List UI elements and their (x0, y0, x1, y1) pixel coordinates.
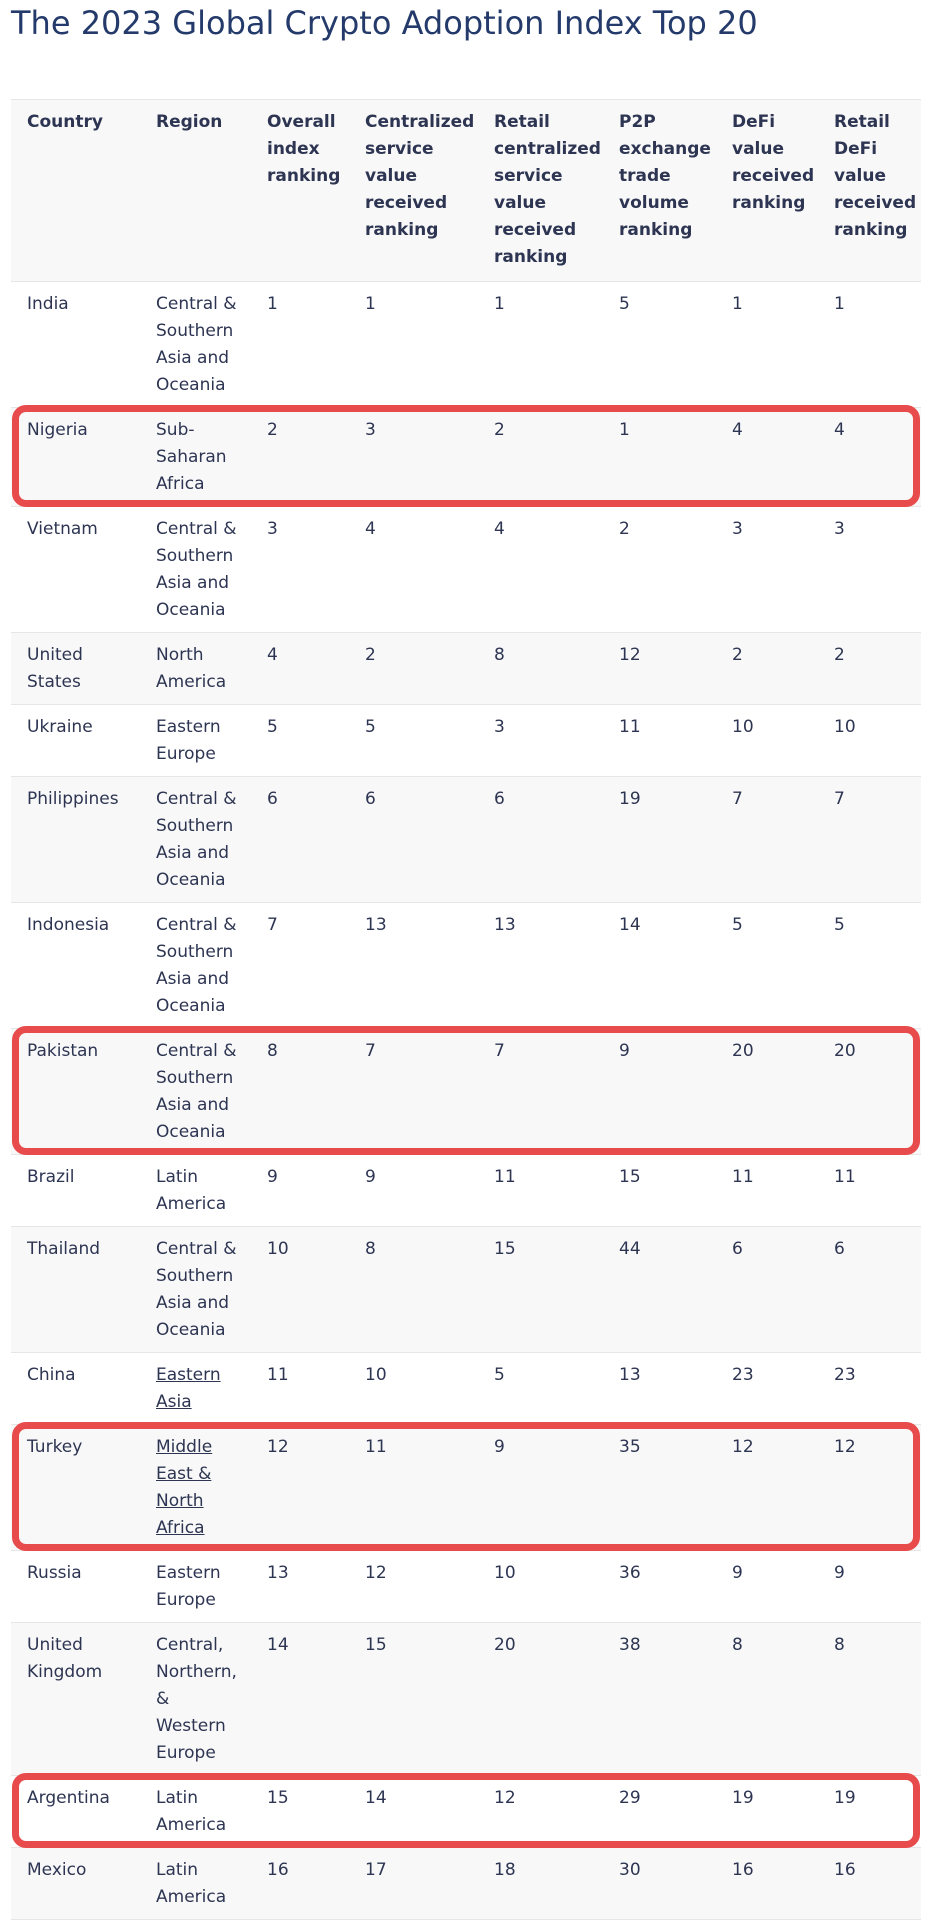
country-cell: Brazil (27, 1167, 75, 1187)
centralized-ranking-cell: 7 (365, 1041, 376, 1061)
defi-ranking-cell: 6 (732, 1239, 743, 1259)
p2p-ranking-cell: 5 (619, 294, 630, 314)
region-cell (140, 1353, 251, 1425)
centralized-ranking-cell: 3 (365, 420, 376, 440)
defi-ranking-cell: 19 (732, 1788, 754, 1808)
p2p-ranking-cell: 9 (619, 1041, 630, 1061)
defi-ranking-cell: 8 (732, 1635, 743, 1655)
centralized-ranking-cell: 14 (365, 1788, 387, 1808)
retail-defi-ranking-cell: 2 (834, 645, 845, 665)
column-header-overall-ranking: Overall index ranking (267, 112, 341, 186)
region-cell: Central & Southern Asia and Oceania (156, 915, 237, 1016)
retail-centralized-ranking-cell: 20 (494, 1635, 516, 1655)
column-header-country: Country (27, 112, 103, 132)
overall-ranking-cell: 16 (267, 1860, 289, 1880)
overall-ranking-cell: 8 (267, 1041, 278, 1061)
region-cell: Eastern Europe (156, 717, 221, 764)
country-cell: Philippines (27, 789, 119, 809)
defi-ranking-cell: 7 (732, 789, 743, 809)
defi-ranking-cell: 23 (732, 1365, 754, 1385)
adoption-index-table (11, 99, 921, 1920)
column-header-defi-ranking: DeFi value received ranking (732, 112, 815, 213)
p2p-ranking-cell: 11 (619, 717, 641, 737)
country-cell: United States (27, 645, 83, 692)
p2p-ranking-cell: 35 (619, 1437, 641, 1457)
country-cell: United Kingdom (27, 1635, 103, 1682)
p2p-ranking-cell: 19 (619, 789, 641, 809)
retail-centralized-ranking-cell: 10 (494, 1563, 516, 1583)
country-cell: Argentina (27, 1788, 110, 1808)
region-cell: Central, Northern, & Western Europe (156, 1635, 237, 1763)
centralized-ranking-cell: 4 (365, 519, 376, 539)
retail-centralized-ranking-cell: 5 (494, 1365, 505, 1385)
retail-defi-ranking-cell: 19 (834, 1788, 856, 1808)
retail-defi-ranking-cell: 3 (834, 519, 845, 539)
p2p-ranking-cell: 2 (619, 519, 630, 539)
defi-ranking-cell: 11 (732, 1167, 754, 1187)
defi-ranking-cell: 16 (732, 1860, 754, 1880)
retail-centralized-ranking-cell: 3 (494, 717, 505, 737)
defi-ranking-cell: 9 (732, 1563, 743, 1583)
centralized-ranking-cell: 9 (365, 1167, 376, 1187)
retail-defi-ranking-cell: 20 (834, 1041, 856, 1061)
retail-defi-ranking-cell: 10 (834, 717, 856, 737)
centralized-ranking-cell: 6 (365, 789, 376, 809)
table-row (11, 1155, 921, 1227)
table-body (11, 282, 921, 1920)
region-cell: Central & Southern Asia and Oceania (156, 294, 237, 395)
retail-centralized-ranking-cell: 6 (494, 789, 505, 809)
region-cell: Sub-Saharan Africa (156, 420, 227, 494)
overall-ranking-cell: 5 (267, 717, 278, 737)
p2p-ranking-cell: 14 (619, 915, 641, 935)
region-cell: Central & Southern Asia and Oceania (156, 789, 237, 890)
table-row (11, 1425, 921, 1551)
country-cell: China (27, 1365, 76, 1385)
overall-ranking-cell: 11 (267, 1365, 289, 1385)
page-title: The 2023 Global Crypto Adoption Index Top 20 (11, 4, 758, 42)
table-row (11, 705, 921, 777)
overall-ranking-cell: 7 (267, 915, 278, 935)
table-row (11, 1227, 921, 1353)
retail-defi-ranking-cell: 23 (834, 1365, 856, 1385)
centralized-ranking-cell: 11 (365, 1437, 387, 1457)
table-row (11, 777, 921, 903)
overall-ranking-cell: 15 (267, 1788, 289, 1808)
defi-ranking-cell: 20 (732, 1041, 754, 1061)
table-row (11, 1623, 921, 1776)
overall-ranking-cell: 6 (267, 789, 278, 809)
retail-centralized-ranking-cell: 13 (494, 915, 516, 935)
country-cell: India (27, 294, 69, 314)
centralized-ranking-cell: 12 (365, 1563, 387, 1583)
region-cell: Latin America (156, 1167, 227, 1214)
centralized-ranking-cell: 8 (365, 1239, 376, 1259)
column-header-p2p-ranking: P2P exchange trade volume ranking (619, 112, 711, 240)
centralized-ranking-cell: 5 (365, 717, 376, 737)
column-header-retail-centralized-ranking: Retail centralized service value received ranking (494, 112, 601, 267)
country-cell: Thailand (27, 1239, 101, 1259)
retail-centralized-ranking-cell: 11 (494, 1167, 516, 1187)
table-row (11, 282, 921, 408)
defi-ranking-cell: 4 (732, 420, 743, 440)
p2p-ranking-cell: 29 (619, 1788, 641, 1808)
region-link[interactable]: Middle East & North Africa (156, 1437, 213, 1538)
retail-centralized-ranking-cell: 15 (494, 1239, 516, 1259)
overall-ranking-cell: 2 (267, 420, 278, 440)
overall-ranking-cell: 14 (267, 1635, 289, 1655)
country-cell: Ukraine (27, 717, 93, 737)
p2p-ranking-cell: 13 (619, 1365, 641, 1385)
region-cell: Central & Southern Asia and Oceania (156, 519, 237, 620)
overall-ranking-cell: 1 (267, 294, 278, 314)
table-header (11, 100, 921, 282)
column-header-retail-defi-ranking: Retail DeFi value received ranking (834, 112, 917, 240)
overall-ranking-cell: 12 (267, 1437, 289, 1457)
table-row (11, 507, 921, 633)
table-row (11, 1776, 921, 1848)
defi-ranking-cell: 3 (732, 519, 743, 539)
region-link[interactable]: Eastern Asia (156, 1365, 221, 1412)
column-header-centralized-ranking: Centralized service value received ranking (365, 112, 475, 240)
retail-defi-ranking-cell: 9 (834, 1563, 845, 1583)
centralized-ranking-cell: 10 (365, 1365, 387, 1385)
overall-ranking-cell: 3 (267, 519, 278, 539)
retail-defi-ranking-cell: 16 (834, 1860, 856, 1880)
retail-defi-ranking-cell: 8 (834, 1635, 845, 1655)
p2p-ranking-cell: 1 (619, 420, 630, 440)
centralized-ranking-cell: 1 (365, 294, 376, 314)
centralized-ranking-cell: 17 (365, 1860, 387, 1880)
retail-centralized-ranking-cell: 12 (494, 1788, 516, 1808)
region-cell: North America (156, 645, 227, 692)
country-cell: Turkey (27, 1437, 83, 1457)
region-cell: Central & Southern Asia and Oceania (156, 1239, 237, 1340)
retail-defi-ranking-cell: 5 (834, 915, 845, 935)
overall-ranking-cell: 13 (267, 1563, 289, 1583)
retail-centralized-ranking-cell: 8 (494, 645, 505, 665)
table-row (11, 408, 921, 507)
table-header-row (11, 100, 921, 282)
retail-defi-ranking-cell: 12 (834, 1437, 856, 1457)
country-cell: Pakistan (27, 1041, 99, 1061)
region-cell: Latin America (156, 1860, 227, 1907)
retail-defi-ranking-cell: 6 (834, 1239, 845, 1259)
retail-centralized-ranking-cell: 1 (494, 294, 505, 314)
retail-centralized-ranking-cell: 4 (494, 519, 505, 539)
retail-centralized-ranking-cell: 2 (494, 420, 505, 440)
defi-ranking-cell: 10 (732, 717, 754, 737)
retail-defi-ranking-cell: 4 (834, 420, 845, 440)
column-header-region: Region (156, 112, 223, 132)
retail-centralized-ranking-cell: 7 (494, 1041, 505, 1061)
country-cell: Vietnam (27, 519, 98, 539)
region-cell: Eastern Europe (156, 1563, 221, 1610)
defi-ranking-cell: 12 (732, 1437, 754, 1457)
defi-ranking-cell: 2 (732, 645, 743, 665)
table-row (11, 1353, 921, 1425)
defi-ranking-cell: 1 (732, 294, 743, 314)
region-cell: Latin America (156, 1788, 227, 1835)
country-cell: Nigeria (27, 420, 88, 440)
overall-ranking-cell: 9 (267, 1167, 278, 1187)
table-row (11, 1848, 921, 1920)
centralized-ranking-cell: 2 (365, 645, 376, 665)
p2p-ranking-cell: 15 (619, 1167, 641, 1187)
country-cell: Mexico (27, 1860, 87, 1880)
retail-centralized-ranking-cell: 18 (494, 1860, 516, 1880)
centralized-ranking-cell: 13 (365, 915, 387, 935)
table-row (11, 1029, 921, 1155)
p2p-ranking-cell: 12 (619, 645, 641, 665)
table-row (11, 1551, 921, 1623)
overall-ranking-cell: 4 (267, 645, 278, 665)
p2p-ranking-cell: 36 (619, 1563, 641, 1583)
centralized-ranking-cell: 15 (365, 1635, 387, 1655)
country-cell: Russia (27, 1563, 82, 1583)
p2p-ranking-cell: 38 (619, 1635, 641, 1655)
retail-defi-ranking-cell: 7 (834, 789, 845, 809)
region-cell: Central & Southern Asia and Oceania (156, 1041, 237, 1142)
table-row (11, 903, 921, 1029)
retail-defi-ranking-cell: 1 (834, 294, 845, 314)
table-row (11, 633, 921, 705)
p2p-ranking-cell: 30 (619, 1860, 641, 1880)
defi-ranking-cell: 5 (732, 915, 743, 935)
adoption-index-table-container (11, 99, 921, 1920)
retail-defi-ranking-cell: 11 (834, 1167, 856, 1187)
country-cell: Indonesia (27, 915, 110, 935)
p2p-ranking-cell: 44 (619, 1239, 641, 1259)
region-cell (140, 1425, 251, 1551)
overall-ranking-cell: 10 (267, 1239, 289, 1259)
retail-centralized-ranking-cell: 9 (494, 1437, 505, 1457)
